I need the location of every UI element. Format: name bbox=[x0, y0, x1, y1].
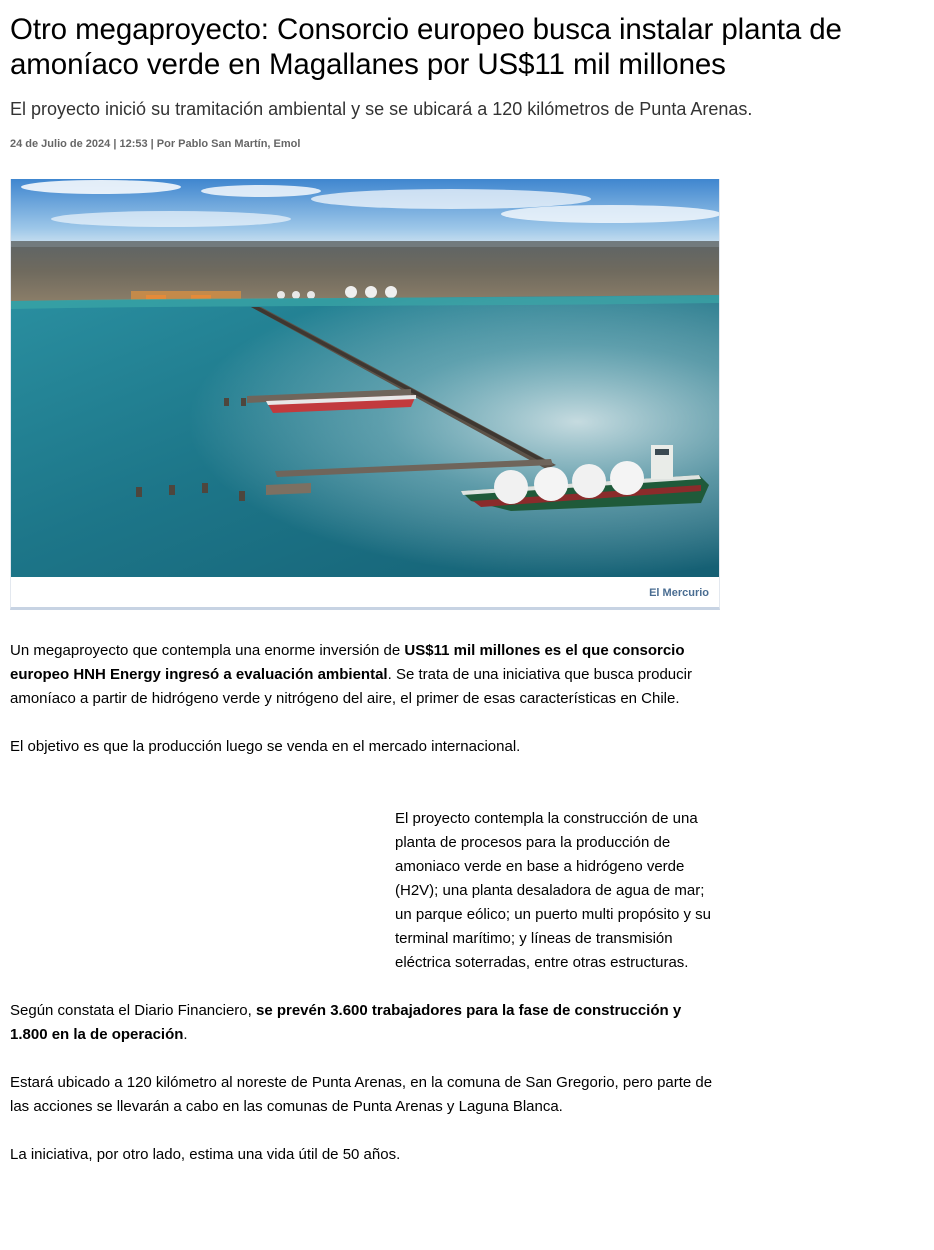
image-credit: El Mercurio bbox=[649, 587, 709, 599]
paragraph-2: El objetivo es que la producción luego se venda en el mercado internacional. bbox=[10, 738, 521, 755]
paragraph-4-text-c: . bbox=[183, 1026, 188, 1043]
paragraph-1 bbox=[10, 639, 720, 711]
port-rendering-image[interactable] bbox=[11, 179, 719, 577]
paragraph-5: Estará ubicado a 120 kilómetro al noreste de Punta Arenas, en la comuna de San Gregorio, pero parte de las acciones se llevarán a cabo en las comunas de Punta Arenas y Laguna Blanca. bbox=[10, 1074, 713, 1115]
paragraph-4-bold: se prevén 3.600 trabajadores para la fase de construcción y 1.800 en la de operación bbox=[10, 1002, 682, 1043]
article-subtitle: El proyecto inició su tramitación ambiental y se se ubicará a 120 kilómetros de Punta Arenas. bbox=[10, 99, 753, 119]
paragraph-1-text-a: Un megaproyecto que contempla una enorme inversión de bbox=[10, 642, 405, 659]
paragraph-6: La iniciativa, por otro lado, estima una vida útil de 50 años. bbox=[10, 1146, 401, 1163]
paragraph-4-text-a: Según constata el Diario Financiero, bbox=[10, 1002, 256, 1019]
ad-placeholder bbox=[10, 807, 395, 997]
article-body bbox=[10, 639, 720, 1191]
paragraph-4 bbox=[10, 999, 720, 1047]
article-byline: 24 de Julio de 2024 | 12:53 | Por Pablo San Martín, Emol bbox=[10, 138, 301, 150]
article-title: Otro megaproyecto: Consorcio europeo busca instalar planta de amoníaco verde en Magallanes por US$11 mil millones bbox=[10, 13, 842, 81]
paragraph-1-bold: US$11 mil millones es el que consorcio europeo HNH Energy ingresó a evaluación ambiental bbox=[10, 642, 685, 683]
article-figure bbox=[10, 179, 720, 610]
paragraph-1-text-c: . Se trata de una iniciativa que busca producir amoníaco a partir de hidrógeno verde y nitrógeno del aire, el primer de esas características en Chile. bbox=[10, 666, 692, 707]
paragraph-3: El proyecto contempla la construcción de una planta de procesos para la producción de amoniaco verde en base a hidrógeno verde (H2V); una planta desaladora de agua de mar; un parque eólico; un puerto multi propósito y su terminal marítimo; y líneas de transmisión eléctrica soterradas, entre otras estructuras. bbox=[395, 810, 712, 971]
body-spacer bbox=[10, 783, 720, 807]
